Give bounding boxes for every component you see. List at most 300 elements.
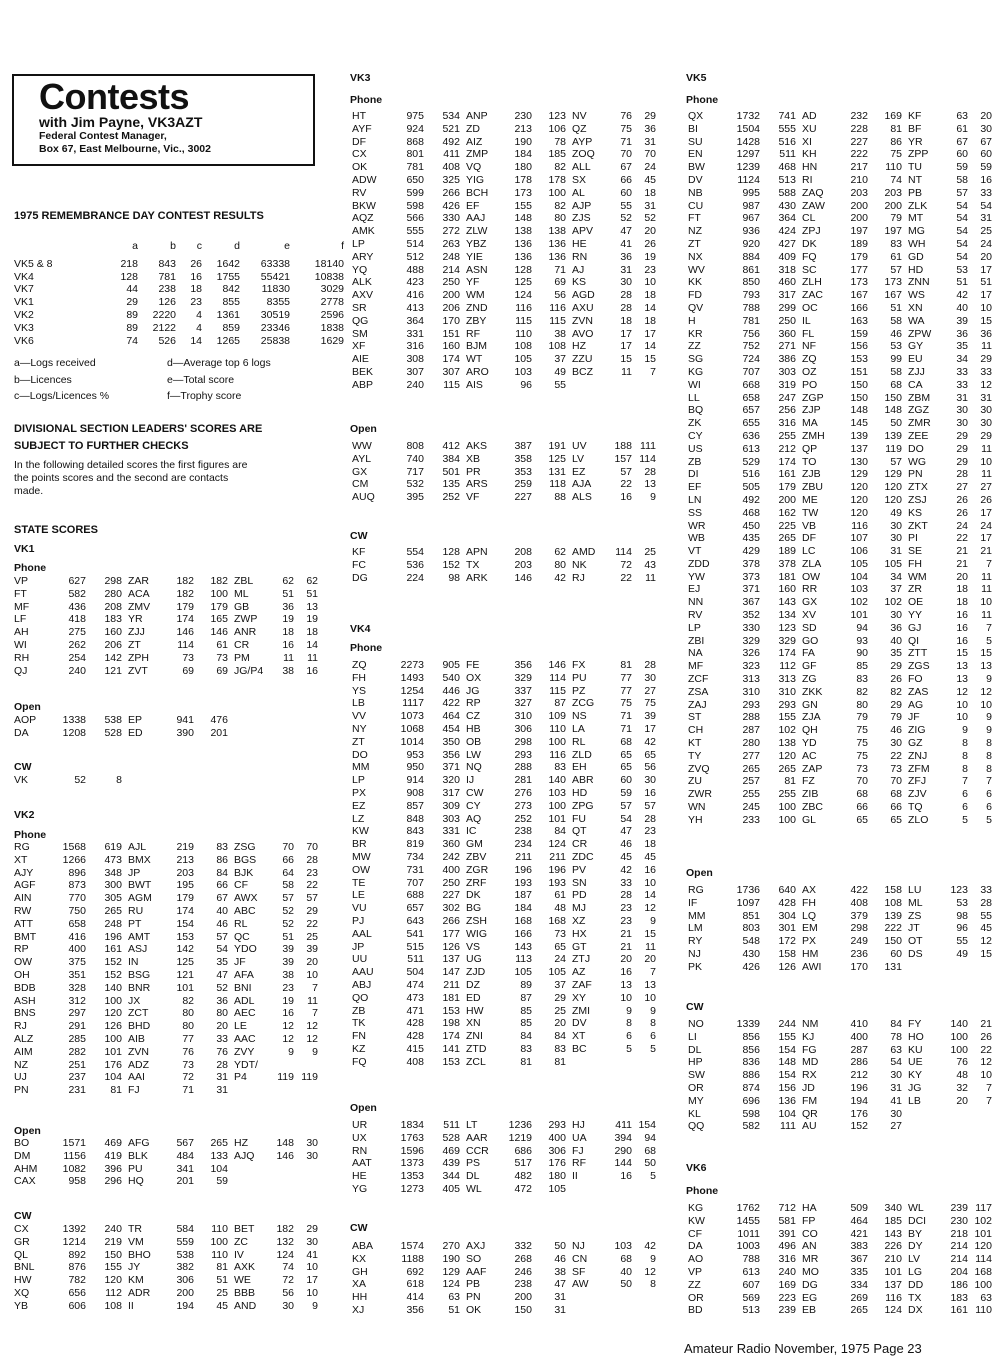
station-call: JX	[128, 994, 141, 1007]
score-value: 58	[956, 173, 968, 186]
station-call: CO	[802, 1227, 818, 1240]
score-value: 12	[306, 1020, 318, 1033]
score-value: 657	[406, 902, 424, 915]
score-value: 200	[850, 212, 868, 225]
score-value: 1011	[737, 1227, 760, 1240]
score-value: 39	[282, 943, 294, 956]
station-call: ZAP	[802, 762, 823, 775]
station-call: WH	[908, 237, 926, 250]
station-call	[908, 1108, 942, 1121]
station-call: DF	[352, 135, 366, 148]
station-call: RR	[802, 583, 818, 596]
score-value: 20	[956, 1094, 968, 1107]
station-call: BMT	[14, 930, 37, 943]
station-call: IC	[466, 825, 477, 838]
score-value: 11	[981, 570, 992, 583]
score-value: 124	[884, 1304, 902, 1317]
score-value: 29	[956, 442, 968, 455]
station-call: TO	[802, 455, 817, 468]
station-call: AU	[802, 1120, 817, 1133]
score-value: 740	[406, 452, 424, 465]
score-value: 1568	[62, 841, 86, 853]
station-call: IF	[688, 896, 698, 909]
score-row	[688, 1018, 992, 1031]
station-call: P4	[234, 1071, 247, 1084]
results-table	[14, 240, 344, 347]
score-value: 511	[443, 1119, 460, 1131]
score-value: 156	[778, 1081, 796, 1094]
score-value: 15	[980, 314, 992, 327]
score-value: 100	[974, 1278, 992, 1291]
address-line-2: Box 67, East Melbourne, Vic., 3002	[39, 143, 211, 155]
score-row	[352, 672, 656, 685]
score-row	[688, 328, 992, 341]
score-value: 142	[176, 943, 194, 956]
score-value: 168	[514, 914, 532, 927]
station-call: BHD	[128, 1020, 151, 1033]
station-call: JP	[128, 866, 141, 879]
score-value: 293	[514, 748, 532, 761]
score-value: 356	[442, 748, 460, 761]
score-value: 197	[850, 225, 868, 238]
station-call: QI	[908, 634, 920, 647]
station-call: VM	[128, 1235, 144, 1248]
station-call: CN	[572, 1252, 588, 1265]
score-value: 83	[856, 673, 868, 686]
score-value: 356	[514, 659, 532, 671]
score-value: 9	[986, 724, 992, 737]
score-value: 146	[548, 659, 566, 671]
score-row	[14, 1059, 318, 1072]
score-value: 212	[778, 442, 796, 455]
score-value: 22	[306, 917, 318, 930]
station-call: WE	[234, 1274, 251, 1287]
station-call: ZJD	[466, 966, 486, 979]
station-call: VS	[466, 940, 481, 953]
score-value: 104	[850, 570, 868, 583]
column-header: c	[196, 240, 202, 252]
vk2-phone-table	[14, 841, 318, 1097]
score-value: 105	[850, 557, 868, 570]
score-value: 378	[778, 557, 796, 570]
station-call	[234, 714, 268, 727]
score-row	[352, 851, 656, 864]
station-call: OX	[466, 671, 482, 684]
score-value: 51	[448, 1303, 460, 1316]
results-title: 1975 REMEMBRANCE DAY CONTEST RESULTS	[14, 210, 264, 222]
score-value: 124	[442, 1278, 460, 1291]
score-row	[352, 1119, 656, 1132]
score-value: 68	[620, 735, 632, 748]
score-value: 93	[856, 634, 868, 647]
score-row	[352, 1304, 656, 1317]
score-value: 10	[980, 455, 992, 468]
score-value: 650	[406, 173, 424, 186]
station-call: ZS	[908, 909, 922, 922]
division-name: VK4	[14, 270, 34, 283]
score-value: 20	[620, 953, 632, 966]
station-call: FZ	[802, 775, 815, 788]
score-value: 268	[514, 1252, 532, 1265]
score-value	[606, 1304, 632, 1317]
score-value: 410	[850, 1018, 868, 1030]
results-value: 55421	[260, 270, 290, 283]
score-row	[352, 736, 656, 749]
score-value: 211	[443, 978, 460, 991]
score-value: 344	[442, 1170, 460, 1183]
score-value: 74	[890, 173, 902, 186]
station-call: AJL	[128, 841, 147, 853]
score-value: 17	[306, 1274, 318, 1287]
score-row	[14, 1071, 318, 1084]
station-call: ZMH	[802, 429, 825, 442]
station-call: AJA	[572, 478, 592, 491]
vk3-open-table	[352, 440, 656, 504]
score-value: 396	[104, 1162, 122, 1175]
station-call: HZ	[572, 340, 586, 353]
score-value: 36	[216, 994, 228, 1007]
station-call: BQ	[688, 404, 704, 417]
station-call: CL	[802, 212, 816, 225]
score-value: 31	[890, 545, 902, 558]
station-call: ZEE	[908, 429, 929, 442]
score-value: 9	[650, 491, 656, 504]
score-value: 521	[442, 122, 460, 135]
score-value: 1188	[401, 1252, 424, 1265]
score-row	[688, 596, 992, 609]
score-row	[14, 1287, 318, 1300]
station-call: ZMI	[572, 1004, 591, 1017]
score-value: 30	[890, 1069, 902, 1082]
station-call: OB	[466, 735, 482, 748]
score-value: 33	[980, 884, 992, 896]
score-value: 189	[850, 237, 868, 250]
score-value: 79	[856, 711, 868, 724]
station-call: LF	[14, 613, 27, 626]
score-value: 49	[554, 365, 566, 378]
station-call: GT	[572, 940, 587, 953]
score-value: 83	[554, 761, 566, 774]
score-value: 83	[216, 841, 228, 853]
station-call: WT	[466, 353, 483, 366]
score-value: 81	[890, 122, 902, 135]
score-row	[352, 136, 656, 149]
score-value: 18	[644, 289, 656, 302]
score-value: 23	[644, 825, 656, 838]
station-call: HO	[908, 1030, 924, 1043]
score-row	[688, 1056, 992, 1069]
station-call: EN	[688, 148, 703, 161]
score-value: 312	[68, 994, 86, 1007]
score-value: 29	[890, 698, 902, 711]
station-call: ZAC	[802, 289, 823, 302]
score-value: 144	[614, 1157, 632, 1170]
results-value: 126	[158, 296, 176, 309]
station-call: NS	[572, 710, 587, 723]
score-value: 876	[68, 1261, 86, 1274]
score-value: 63	[956, 110, 968, 122]
score-value: 450	[742, 519, 760, 532]
score-value: 151	[442, 327, 460, 340]
score-row	[14, 626, 318, 639]
score-value	[968, 1120, 992, 1133]
score-value: 861	[742, 263, 760, 276]
score-row	[688, 1279, 992, 1292]
station-call: ZG	[802, 673, 817, 686]
score-value: 20	[644, 953, 656, 966]
score-value: 52	[74, 774, 86, 786]
score-row	[352, 1005, 656, 1018]
station-call: KM	[128, 1274, 144, 1287]
score-value: 120	[850, 493, 868, 506]
score-value: 26	[956, 493, 968, 506]
score-value: 958	[68, 1175, 86, 1188]
score-value: 136	[548, 250, 566, 263]
station-call: VQ	[466, 161, 482, 174]
station-call: ZBV	[466, 850, 487, 863]
score-value: 237	[68, 1071, 86, 1084]
score-row	[14, 1236, 318, 1249]
score-value: 16	[644, 863, 656, 876]
score-row	[14, 1020, 318, 1033]
score-value: 293	[778, 698, 796, 711]
station-call: RX	[802, 1069, 817, 1082]
score-value: 1763	[400, 1131, 424, 1144]
legend-f: f—Trophy score	[167, 390, 242, 402]
station-call: FH	[908, 557, 922, 570]
score-value: 81	[110, 1084, 122, 1097]
score-value: 511	[779, 148, 796, 161]
station-call: ARS	[466, 478, 488, 491]
score-value: 68	[890, 788, 902, 801]
score-row	[14, 1261, 318, 1274]
score-value: 364	[406, 314, 424, 327]
score-value: 167	[850, 289, 868, 302]
score-value: 914	[406, 774, 424, 787]
score-value: 387	[514, 440, 532, 452]
score-value: 10	[980, 1069, 992, 1082]
score-value: 297	[68, 1007, 86, 1020]
results-row	[14, 283, 344, 296]
score-value: 31	[216, 1084, 228, 1097]
score-value: 454	[442, 722, 460, 735]
score-value: 316	[406, 340, 424, 353]
score-value: 116	[851, 519, 868, 532]
score-row	[352, 787, 656, 800]
station-call: GN	[802, 698, 818, 711]
station-call: HA	[802, 1202, 817, 1214]
score-value: 167	[884, 289, 902, 302]
score-value: 2273	[400, 659, 424, 671]
score-value: 275	[68, 626, 86, 639]
vk5-cw-table	[688, 1018, 992, 1133]
score-value: 17	[980, 532, 992, 545]
score-value: 51	[282, 930, 294, 943]
station-call: YW	[688, 570, 705, 583]
score-value: 212	[850, 1069, 868, 1082]
station-call: NZ	[14, 1058, 28, 1071]
score-value: 196	[548, 863, 566, 876]
score-value: 245	[742, 801, 760, 814]
score-value: 298	[104, 575, 122, 587]
score-row	[688, 571, 992, 584]
results-header-row	[14, 240, 344, 253]
score-value: 131	[884, 960, 902, 973]
score-value: 54	[956, 237, 968, 250]
legend-e: e—Total score	[167, 373, 235, 386]
score-value: 111	[640, 440, 656, 452]
score-value: 400	[442, 863, 460, 876]
score-value: 90	[856, 647, 868, 660]
score-value: 100	[548, 735, 566, 748]
score-value: 137	[442, 953, 460, 966]
score-value: 158	[778, 947, 796, 960]
score-value: 836	[742, 1056, 760, 1069]
station-call: DK	[802, 237, 817, 250]
score-row	[688, 315, 992, 328]
station-call: TQ	[908, 801, 923, 814]
score-value: 30	[956, 417, 968, 430]
score-value: 63	[980, 1291, 992, 1304]
score-value: 94	[856, 621, 868, 634]
score-value: 150	[514, 1303, 532, 1316]
score-value: 26	[956, 506, 968, 519]
score-value: 320	[442, 774, 460, 787]
score-value: 306	[548, 1144, 566, 1157]
station-call: HQ	[128, 1175, 144, 1188]
station-call: AND	[234, 1299, 257, 1312]
station-call: BLK	[128, 1149, 148, 1162]
score-row	[352, 212, 656, 225]
score-value: 313	[778, 673, 796, 686]
station-call: AZ	[572, 966, 586, 979]
score-value: 987	[742, 199, 760, 212]
score-value: 29	[306, 1223, 318, 1235]
score-value: 196	[850, 1081, 868, 1094]
score-value: 114	[177, 638, 194, 651]
station-call: BR	[352, 838, 367, 851]
station-call: WL	[908, 1202, 924, 1214]
score-value: 18	[644, 838, 656, 851]
score-value: 534	[442, 110, 460, 122]
legend-c: c—Logs/Licences %	[14, 390, 110, 402]
score-value: 30	[306, 1235, 318, 1248]
score-value	[968, 1108, 992, 1121]
score-value: 505	[742, 481, 760, 494]
score-value: 30	[306, 1149, 318, 1162]
score-value: 7	[650, 966, 656, 979]
score-value: 56	[554, 289, 566, 302]
score-value: 247	[778, 391, 796, 404]
score-value	[968, 961, 992, 974]
score-row	[352, 1132, 656, 1145]
score-value: 12	[282, 1032, 294, 1045]
score-row	[688, 711, 992, 724]
score-value: 79	[890, 711, 902, 724]
station-call: PX	[802, 935, 817, 948]
results-value: 4	[196, 321, 202, 334]
score-value: 10	[956, 698, 968, 711]
score-value: 1338	[62, 714, 86, 726]
score-value: 100	[548, 186, 566, 199]
score-value: 6	[962, 788, 968, 801]
score-row	[14, 892, 318, 905]
legend-a: a—Logs received	[14, 357, 96, 369]
score-row	[688, 238, 992, 251]
score-value: 408	[406, 1055, 424, 1068]
score-value: 117	[975, 1202, 992, 1214]
score-value: 42	[554, 571, 566, 584]
score-value: 162	[778, 506, 796, 519]
station-call: AX	[802, 884, 817, 896]
score-value: 112	[105, 1286, 122, 1299]
station-call: FG	[802, 1043, 817, 1056]
score-value: 57	[890, 263, 902, 276]
score-value: 473	[406, 991, 424, 1004]
station-call: ABP	[352, 378, 374, 391]
score-value: 140	[104, 981, 122, 994]
station-call: CA	[908, 378, 923, 391]
score-value: 72	[282, 1274, 294, 1287]
score-value: 100	[210, 587, 228, 600]
score-value: 427	[778, 237, 796, 250]
score-value	[294, 714, 318, 727]
results-value: 2122	[152, 321, 176, 334]
score-value: 150	[884, 391, 902, 404]
score-value: 102	[850, 596, 868, 609]
score-value: 35	[956, 340, 968, 353]
score-value: 618	[406, 1278, 424, 1291]
score-value: 528	[104, 726, 122, 739]
score-value: 360	[778, 327, 796, 340]
score-row	[688, 961, 992, 974]
score-value: 18	[956, 596, 968, 609]
score-value: 430	[778, 199, 796, 212]
station-call: US	[688, 442, 703, 455]
score-value: 100	[548, 799, 566, 812]
score-value: 29	[980, 429, 992, 442]
score-value: 173	[850, 276, 868, 289]
station-call: RL	[572, 735, 586, 748]
score-row	[688, 366, 992, 379]
station-call: PI	[908, 532, 918, 545]
station-call: AYP	[572, 135, 593, 148]
station-call: FL	[802, 327, 815, 340]
score-value: 358	[514, 452, 532, 465]
score-value: 121	[104, 664, 122, 677]
score-value: 103	[548, 786, 566, 799]
score-value: 488	[406, 263, 424, 276]
station-call: FY	[908, 1018, 922, 1030]
score-value: 471	[406, 1004, 424, 1017]
score-value: 174	[442, 1030, 460, 1043]
score-row	[352, 276, 656, 289]
score-value: 84	[554, 825, 566, 838]
score-value: 225	[778, 519, 796, 532]
score-value: 213	[176, 853, 194, 866]
score-value: 270	[442, 1240, 460, 1252]
score-value: 18	[956, 583, 968, 596]
station-call: ZND	[466, 301, 488, 314]
score-value: 20	[956, 570, 968, 583]
score-row	[688, 148, 992, 161]
score-value: 36	[890, 621, 902, 634]
division-name: VK1	[14, 296, 34, 309]
station-call: XF	[352, 340, 366, 353]
score-value: 126	[104, 1020, 122, 1033]
score-value: 11	[981, 609, 992, 622]
score-value: 430	[742, 947, 760, 960]
